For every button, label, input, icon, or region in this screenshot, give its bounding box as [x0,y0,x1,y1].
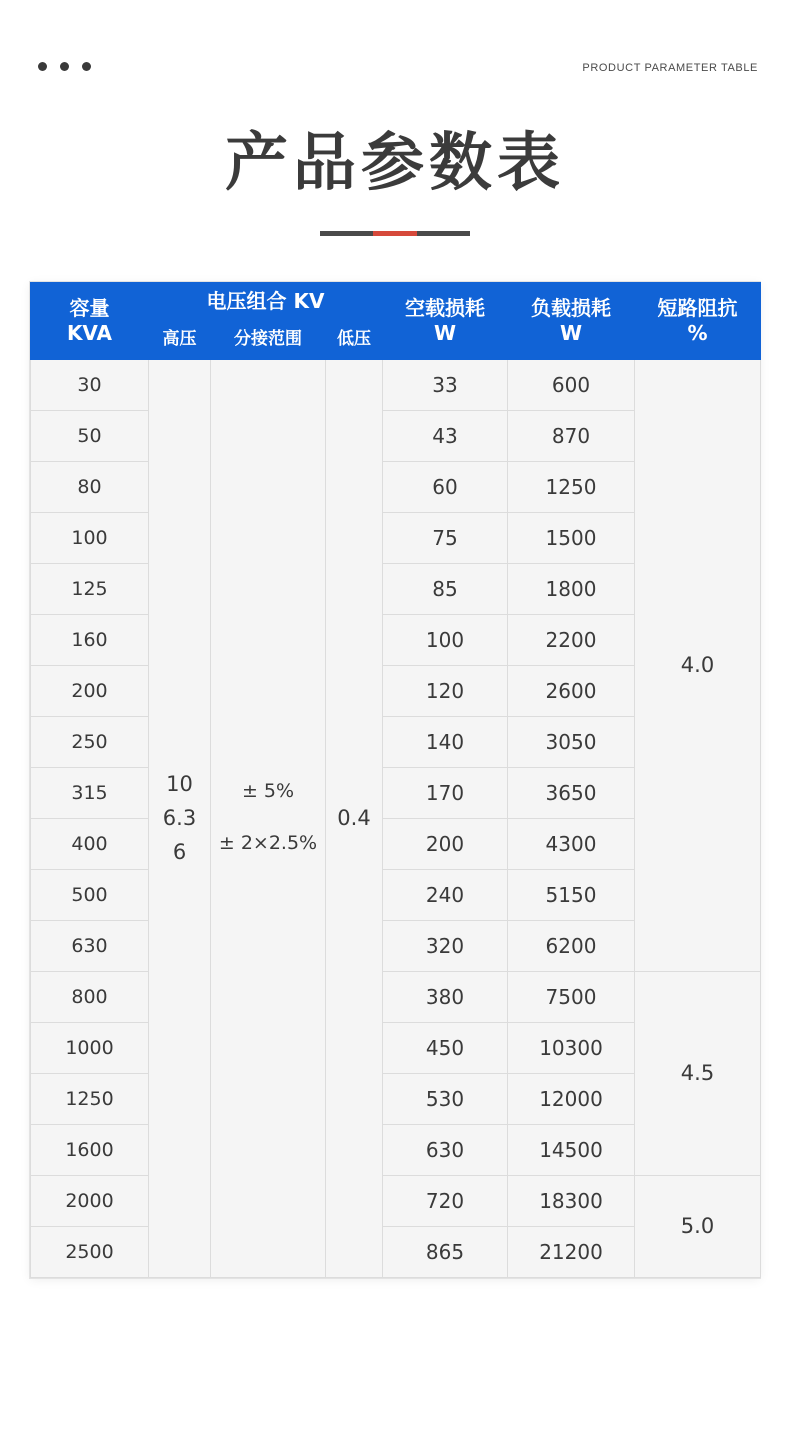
cell-capacity: 1600 [31,1124,149,1175]
cell-load-loss: 3050 [508,716,635,767]
cell-no-load-loss: 120 [383,665,508,716]
cell-capacity: 30 [31,359,149,410]
cell-hv-merged [149,359,211,1277]
cell-no-load-loss: 380 [383,971,508,1022]
eyebrow-text: PRODUCT PARAMETER TABLE [582,62,758,74]
cell-capacity: 125 [31,563,149,614]
table-head [31,283,761,359]
cell-load-loss: 870 [508,410,635,461]
header-capacity-line1: 容量 [69,295,110,320]
header-voltage-group: 电压组合 KV [149,283,383,321]
cell-impedance-group-3: 5.0 [635,1175,761,1277]
cell-capacity: 800 [31,971,149,1022]
cell-no-load-loss: 43 [383,410,508,461]
cell-load-loss: 10300 [508,1022,635,1073]
title-block [0,128,790,236]
tap-value-2: ± 2×2.5% [218,832,318,855]
cell-no-load-loss: 85 [383,563,508,614]
header-tap-range: 分接范围 [211,321,326,359]
cell-no-load-loss: 170 [383,767,508,818]
cell-load-loss: 14500 [508,1124,635,1175]
cell-capacity: 100 [31,512,149,563]
cell-capacity: 200 [31,665,149,716]
header-load-loss-line1: 负载损耗 [531,295,611,320]
page-title: 产品参数表 [225,126,565,199]
cell-load-loss: 18300 [508,1175,635,1226]
parameter-table-container [30,282,760,1277]
table-row [31,971,761,1022]
cell-capacity: 500 [31,869,149,920]
cell-capacity: 250 [31,716,149,767]
cell-lv-merged: 0.4 [326,359,383,1277]
cell-no-load-loss: 60 [383,461,508,512]
cell-no-load-loss: 630 [383,1124,508,1175]
header-load-loss [508,283,635,359]
cell-load-loss: 1800 [508,563,635,614]
header-impedance-line1: 短路阻抗 [657,295,738,320]
cell-load-loss: 4300 [508,818,635,869]
cell-load-loss: 1500 [508,512,635,563]
cell-no-load-loss: 100 [383,614,508,665]
cell-capacity: 630 [31,920,149,971]
cell-capacity: 1000 [31,1022,149,1073]
cell-load-loss: 2200 [508,614,635,665]
cell-no-load-loss: 320 [383,920,508,971]
header-hv: 高压 [149,321,211,359]
cell-capacity: 2500 [31,1226,149,1277]
table-row [31,359,761,410]
header-impedance [635,283,761,359]
title-divider-accent [373,231,417,236]
table-header-row-1 [31,283,761,321]
cell-load-loss: 2600 [508,665,635,716]
header-no-load-loss-line2: W [433,320,457,345]
cell-capacity: 2000 [31,1175,149,1226]
cell-load-loss: 1250 [508,461,635,512]
tap-value-1: ± 5% [241,780,295,803]
cell-no-load-loss: 33 [383,359,508,410]
table-body [31,359,761,1277]
cell-load-loss: 7500 [508,971,635,1022]
cell-no-load-loss: 720 [383,1175,508,1226]
header-load-loss-line2: W [559,320,583,345]
cell-capacity: 160 [31,614,149,665]
cell-capacity: 1250 [31,1073,149,1124]
hv-value-1: 10 [166,772,193,797]
parameter-table [30,282,761,1277]
title-divider [320,231,470,236]
cell-no-load-loss: 450 [383,1022,508,1073]
cell-load-loss: 600 [508,359,635,410]
header-impedance-line2: % [687,320,708,345]
cell-impedance-group-2: 4.5 [635,971,761,1175]
cell-tap-range-merged [211,359,326,1277]
header-no-load-loss [383,283,508,359]
header-capacity [31,283,149,359]
hv-value-3: 6 [172,840,187,865]
hv-value-2: 6.3 [162,806,197,831]
header-lv: 低压 [326,321,383,359]
table-row [31,1175,761,1226]
cell-load-loss: 5150 [508,869,635,920]
cell-no-load-loss: 200 [383,818,508,869]
cell-impedance-group-1: 4.0 [635,359,761,971]
header-no-load-loss-line1: 空载损耗 [405,295,485,320]
cell-no-load-loss: 75 [383,512,508,563]
cell-load-loss: 12000 [508,1073,635,1124]
page-header [0,0,790,110]
cell-load-loss: 3650 [508,767,635,818]
cell-no-load-loss: 865 [383,1226,508,1277]
cell-capacity: 315 [31,767,149,818]
cell-capacity: 400 [31,818,149,869]
cell-capacity: 50 [31,410,149,461]
header-capacity-line2: KVA [66,320,113,345]
cell-no-load-loss: 140 [383,716,508,767]
three-dots-icon [38,62,91,71]
cell-no-load-loss: 530 [383,1073,508,1124]
cell-load-loss: 21200 [508,1226,635,1277]
cell-no-load-loss: 240 [383,869,508,920]
cell-load-loss: 6200 [508,920,635,971]
cell-capacity: 80 [31,461,149,512]
